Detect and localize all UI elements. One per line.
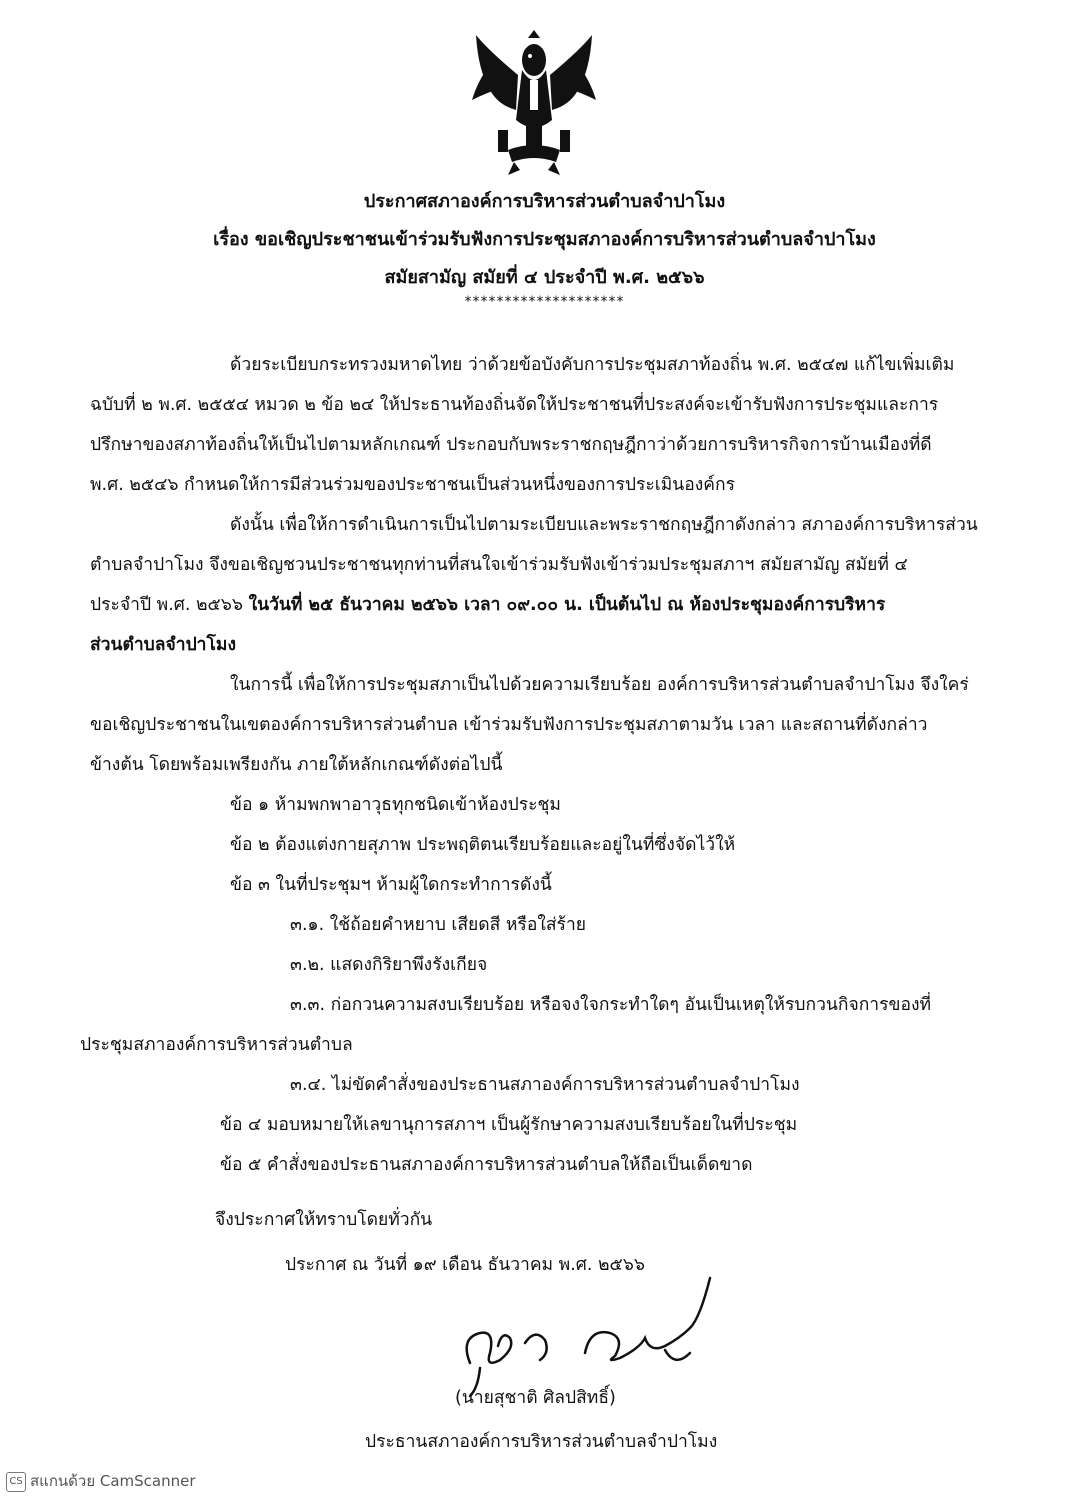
rule-item: ข้อ ๔ มอบหมายให้เลขานุการสภาฯ เป็นผู้รักษาความสงบเรียบร้อยในที่ประชุม	[220, 1115, 798, 1135]
sub-rule-item: ๓.๒. แสดงกิริยาพึงรังเกียจ	[290, 955, 488, 975]
sub-rule-item: ๓.๑. ใช้ถ้อยคำหยาบ เสียดสี หรือใส่ร้าย	[290, 915, 587, 935]
announce-date: ประกาศ ณ วันที่ ๑๙ เดือน ธันวาคม พ.ศ. ๒๕๖๖	[285, 1255, 645, 1275]
para2-line	[90, 590, 885, 618]
meeting-venue: ส่วนตำบลจำปาโมง	[90, 635, 236, 655]
para2-line: ดังนั้น เพื่อให้การดำเนินการเป็นไปตามระเบียบและพระราชกฤษฎีกาดังกล่าว สภาองค์การบริหารส่วน	[230, 515, 978, 535]
para1-line: ด้วยระเบียบกระทรวงมหาดไทย ว่าด้วยข้อบังคับการประชุมสภาท้องถิ่น พ.ศ. ๒๕๔๗ แก้ไขเพิ่มเติม	[230, 355, 955, 375]
signatory-position: ประธานสภาองค์การบริหารส่วนตำบลจำปาโมง	[365, 1432, 718, 1452]
rule-item: ข้อ ๕ คำสั่งของประธานสภาองค์การบริหารส่วนตำบลให้ถือเป็นเด็ดขาด	[220, 1155, 753, 1175]
para3-line: ในการนี้ เพื่อให้การประชุมสภาเป็นไปด้วยความเรียบร้อย องค์การบริหารส่วนตำบลจำปาโมง จึงใคร่	[230, 675, 969, 695]
meeting-datetime: ในวันที่ ๒๕ ธันวาคม ๒๕๖๖ เวลา ๐๙.๐๐ น. เป็นต้นไป ณ ห้องประชุมองค์การบริหาร	[248, 595, 886, 615]
sub-rule-item: ๓.๓. ก่อกวนความสงบเรียบร้อย หรือจงใจกระทำใดๆ อันเป็นเหตุให้รบกวนกิจการของที่	[290, 995, 932, 1015]
announcement-title: ประกาศสภาองค์การบริหารส่วนตำบลจำปาโมง	[363, 191, 726, 212]
para3-line: ขอเชิญประชาชนในเขตองค์การบริหารส่วนตำบล เข้าร่วมรับฟังการประชุมสภาตามวัน เวลา และสถานที่ดังกล่าว	[90, 715, 928, 735]
para1-line: ฉบับที่ ๒ พ.ศ. ๒๕๕๔ หมวด ๒ ข้อ ๒๔ ให้ประธานท้องถิ่นจัดให้ประชาชนที่ประสงค์จะเข้ารับฟังการประชุมและการ	[90, 395, 939, 415]
garuda-emblem-icon	[468, 30, 600, 180]
para2-text: ประจำปี พ.ศ. ๒๕๖๖	[90, 595, 249, 615]
sub-rule-item: ประชุมสภาองค์การบริหารส่วนตำบล	[80, 1035, 353, 1055]
rule-item: ข้อ ๒ ต้องแต่งกายสุภาพ ประพฤติตนเรียบร้อยและอยู่ในที่ซึ่งจัดไว้ให้	[230, 835, 736, 855]
camscanner-icon: CS	[6, 1472, 26, 1492]
para2-line: ตำบลจำปาโมง จึงขอเชิญชวนประชาชนทุกท่านที่สนใจเข้าร่วมรับฟังเข้าร่วมประชุมสภาฯ สมัยสามัญ สมัยที่ ๔	[90, 555, 908, 575]
sub-rule-item: ๓.๔. ไม่ขัดคำสั่งของประธานสภาองค์การบริหารส่วนตำบลจำปาโมง	[290, 1075, 800, 1095]
para3-line: ข้างต้น โดยพร้อมเพรียงกัน ภายใต้หลักเกณฑ์ดังต่อไปนี้	[90, 755, 503, 775]
rule-item: ข้อ ๓ ในที่ประชุมฯ ห้ามผู้ใดกระทำการดังนี้	[230, 875, 552, 895]
announcement-subject: เรื่อง ขอเชิญประชาชนเข้าร่วมรับฟังการประชุมสภาองค์การบริหารส่วนตำบลจำปาโมง	[213, 229, 876, 250]
divider-stars: ********************	[464, 294, 625, 310]
para1-line: พ.ศ. ๒๕๔๖ กำหนดให้การมีส่วนร่วมของประชาชนเป็นส่วนหนึ่งของการประเมินองค์กร	[90, 475, 736, 495]
rule-item: ข้อ ๑ ห้ามพกพาอาวุธทุกชนิดเข้าห้องประชุม	[230, 795, 561, 815]
camscanner-watermark	[6, 1469, 196, 1493]
announce-line: จึงประกาศให้ทราบโดยทั่วกัน	[215, 1210, 433, 1230]
signatory-name: (นายสุชาติ ศิลปสิทธิ์)	[455, 1388, 616, 1408]
session-line: สมัยสามัญ สมัยที่ ๔ ประจำปี พ.ศ. ๒๕๖๖	[384, 267, 705, 288]
watermark-text: สแกนด้วย CamScanner	[30, 1472, 196, 1490]
para1-line: ปรึกษาของสภาท้องถิ่นให้เป็นไปตามหลักเกณฑ์ ประกอบกับพระราชกฤษฎีกาว่าด้วยการบริหารกิจการบ้านเมืองที่ดี	[90, 435, 932, 455]
